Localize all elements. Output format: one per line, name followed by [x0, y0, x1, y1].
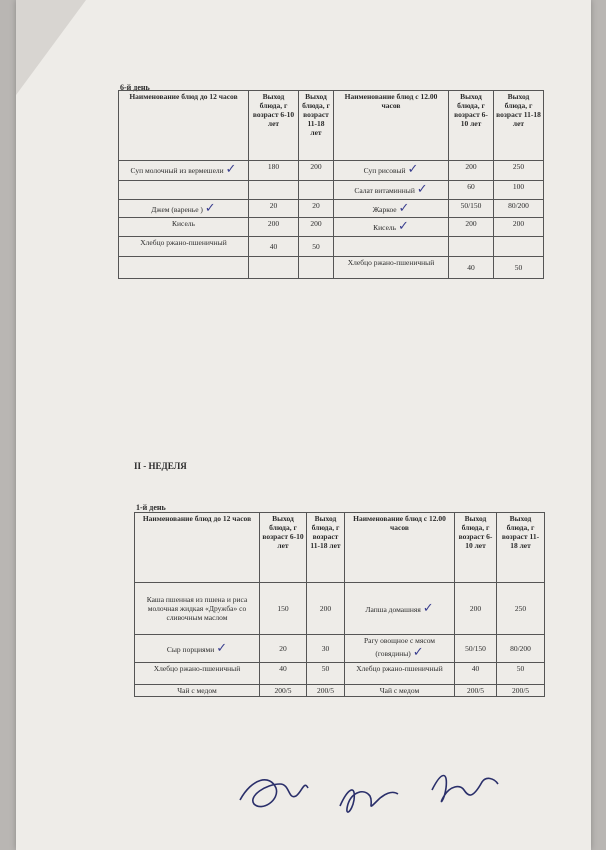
table-row [135, 662, 545, 684]
header-dish-noon: Наименование блюд с 12.00 часов [334, 91, 449, 161]
cell-dish: Джем (варенье ) ✓ [119, 199, 249, 218]
cell-dish: Кисель ✓ [334, 218, 449, 237]
table-row [119, 218, 544, 237]
cell-value: 80/200 [494, 199, 544, 218]
cell-value [494, 236, 544, 256]
table-row [119, 199, 544, 218]
header-yield2-11-18: Выход блюда, г возраст 11-18 лет [497, 513, 545, 583]
cell-value: 30 [307, 635, 345, 663]
week2-day1-heading: 1-й день [136, 503, 166, 512]
cell-dish: Рагу овощное с мясом (говядины) ✓ [345, 635, 455, 663]
cell-dish: Чай с медом [135, 684, 260, 696]
checkmark-icon: ✓ [398, 200, 410, 216]
folded-corner [16, 0, 86, 95]
cell-dish: Чай с медом [345, 684, 455, 696]
cell-value: 80/200 [497, 635, 545, 663]
cell-value: 50 [497, 662, 545, 684]
checkmark-icon: ✓ [397, 219, 409, 235]
cell-dish: Хлебцо ржано-пшеничный [119, 236, 249, 256]
cell-value: 20 [249, 199, 299, 218]
cell-value [249, 256, 299, 278]
table-row [119, 236, 544, 256]
header-dish-morning: Наименование блюд до 12 часов [135, 513, 260, 583]
table-header-row [135, 513, 545, 583]
cell-value: 40 [249, 236, 299, 256]
cell-dish: Кисель [119, 218, 249, 237]
header-yield2-11-18: Выход блюда, г возраст 11-18 лет [494, 91, 544, 161]
cell-value: 200 [449, 161, 494, 181]
cell-value: 250 [497, 583, 545, 635]
checkmark-icon: ✓ [422, 600, 434, 616]
cell-value [449, 236, 494, 256]
cell-value: 200 [455, 583, 497, 635]
cell-dish: Жаркое ✓ [334, 199, 449, 218]
cell-value: 200/5 [455, 684, 497, 696]
cell-value [249, 181, 299, 200]
table-row [119, 256, 544, 278]
cell-dish: Хлебцо ржано-пшеничный [135, 662, 260, 684]
cell-dish: Хлебцо ржано-пшеничный [345, 662, 455, 684]
header-yield-6-10: Выход блюда, г возраст 6-10 лет [249, 91, 299, 161]
cell-dish: Суп рисовый ✓ [334, 161, 449, 181]
header-yield2-6-10: Выход блюда, г возраст 6-10 лет [449, 91, 494, 161]
cell-value: 50/150 [449, 199, 494, 218]
table-row [119, 181, 544, 200]
header-yield-11-18: Выход блюда, г возраст 11-18 лет [299, 91, 334, 161]
cell-value: 200/5 [497, 684, 545, 696]
week2-day1-menu-table [134, 512, 545, 697]
cell-value: 200 [299, 161, 334, 181]
checkmark-icon: ✓ [407, 162, 419, 177]
header-yield2-6-10: Выход блюда, г возраст 6-10 лет [455, 513, 497, 583]
week2-heading: II - НЕДЕЛЯ [134, 461, 187, 471]
table-row [135, 684, 545, 696]
day6-heading: 6-й день [120, 83, 150, 92]
table-row [135, 635, 545, 663]
checkmark-icon: ✓ [204, 200, 216, 216]
cell-dish [334, 236, 449, 256]
checkmark-icon: ✓ [416, 182, 428, 197]
header-yield-11-18: Выход блюда, г возраст 11-18 лет [307, 513, 345, 583]
cell-value: 200 [449, 218, 494, 237]
signature-3 [432, 776, 498, 802]
checkmark-icon: ✓ [225, 162, 237, 177]
cell-value: 50/150 [455, 635, 497, 663]
cell-value [299, 256, 334, 278]
cell-value: 200 [249, 218, 299, 237]
cell-dish: Каша пшенная из пшена и риса молочная жидкая «Дружба» со сливочным маслом [135, 583, 260, 635]
cell-dish: Лапша домашняя ✓ [345, 583, 455, 635]
cell-value: 200 [307, 583, 345, 635]
cell-value: 20 [299, 199, 334, 218]
signatures [232, 760, 532, 830]
table-header-row [119, 91, 544, 161]
signature-2 [340, 790, 398, 812]
cell-value: 200 [494, 218, 544, 237]
table-row [119, 161, 544, 181]
cell-value: 250 [494, 161, 544, 181]
cell-dish: Салат витаминный ✓ [334, 181, 449, 200]
cell-value [299, 181, 334, 200]
cell-value: 40 [455, 662, 497, 684]
cell-dish: Сыр порциями ✓ [135, 635, 260, 663]
header-yield-6-10: Выход блюда, г возраст 6-10 лет [260, 513, 307, 583]
cell-value: 20 [260, 635, 307, 663]
cell-dish [119, 256, 249, 278]
cell-value: 50 [494, 256, 544, 278]
cell-value: 200/5 [260, 684, 307, 696]
signature-1 [240, 780, 308, 807]
header-dish-morning: Наименование блюд до 12 часов [119, 91, 249, 161]
cell-value: 40 [260, 662, 307, 684]
cell-value: 40 [449, 256, 494, 278]
cell-dish: Хлебцо ржано-пшеничный [334, 256, 449, 278]
cell-value: 60 [449, 181, 494, 200]
checkmark-icon: ✓ [216, 640, 228, 656]
day6-menu-table [118, 90, 544, 279]
cell-dish [119, 181, 249, 200]
cell-value: 100 [494, 181, 544, 200]
cell-value: 200 [299, 218, 334, 237]
cell-value: 50 [307, 662, 345, 684]
cell-value: 150 [260, 583, 307, 635]
cell-value: 180 [249, 161, 299, 181]
header-dish-noon: Наименование блюд с 12.00 часов [345, 513, 455, 583]
table-row [135, 583, 545, 635]
checkmark-icon: ✓ [412, 645, 424, 660]
cell-dish: Суп молочный из вермешели ✓ [119, 161, 249, 181]
cell-value: 50 [299, 236, 334, 256]
cell-value: 200/5 [307, 684, 345, 696]
